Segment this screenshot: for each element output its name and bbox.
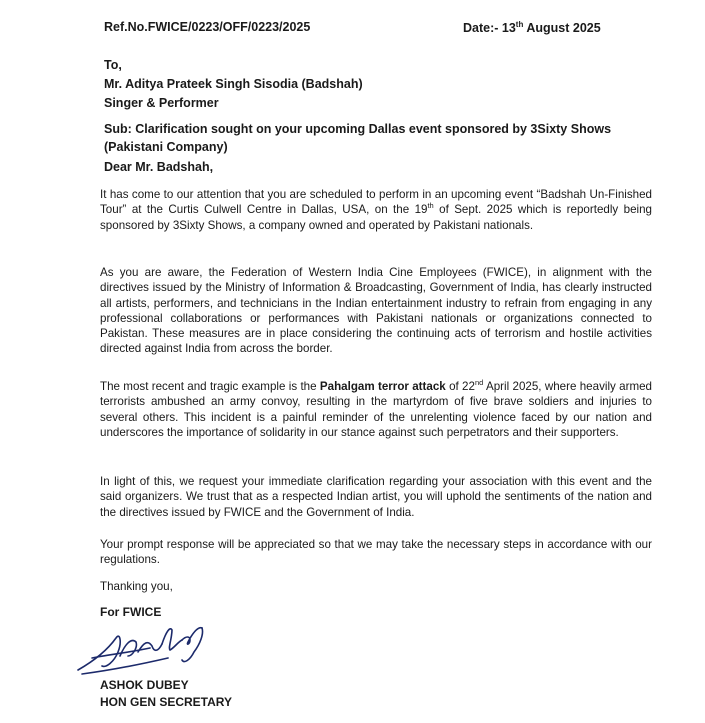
recipient-name: Mr. Aditya Prateek Singh Sisodia (Badshah) <box>104 77 363 91</box>
paragraph-4: In light of this, we request your immediate clarification regarding your association with this event and the said organizers. We trust that as a respected Indian artist, you will uphold the sentiments of the nation and the directives issued by FWICE and the Government of India. <box>100 475 652 519</box>
signatory-title: HON GEN SECRETARY <box>100 695 233 709</box>
recipient-role: Singer & Performer <box>104 96 219 110</box>
paragraph-1: It has come to our attention that you are scheduled to perform in an upcoming event “Badshah Un-Finished Tour” at the Curtis Culwell Centre in Dallas, USA, on the 19th of Sept. 2025 which is reportedly being sponsored by 3Sixty Shows, a company owned and operated by Pakistani nationals. <box>100 188 652 232</box>
paragraph-2: As you are aware, the Federation of Western India Cine Employees (FWICE), in alignment with the directives issued by the Ministry of Information & Broadcasting, Government of India, has clearly instructed all artists, performers, and technicians in the Indian entertainment industry to refrain from engaging in any professional collaborations or performances with Pakistani nationals or organizations connected to Pakistan. These measures are in place considering the continuing acts of terrorism and hostile activities directed against India from across the border. <box>100 266 652 356</box>
letter-date: Date:- 13th August 2025 <box>463 20 601 36</box>
signatory-name: ASHOK DUBEY <box>100 678 189 692</box>
paragraph-3: The most recent and tragic example is the Pahalgam terror attack of 22nd April 2025, where heavily armed terrorists ambushed an army convoy, resulting in the martyrdom of five brave soldiers and injuries to several others. This incident is a painful reminder of the unrelenting violence faced by our nation and underscores the importance of solidarity in our stance against such perpetrators and their supporters. <box>100 378 653 439</box>
recipient-address <box>104 56 363 113</box>
handwritten-signature <box>72 612 222 680</box>
paragraph-5: Your prompt response will be appreciated so that we may take the necessary steps in accordance with our regulations. <box>100 538 652 567</box>
salutation: Dear Mr. Badshah, <box>104 160 214 174</box>
to-line: To, <box>104 58 122 72</box>
for-organization: For FWICE <box>100 605 162 619</box>
reference-number: Ref.No.FWICE/0223/OFF/0223/2025 <box>104 20 311 34</box>
closing-thanks: Thanking you, <box>100 580 173 593</box>
signatory-block <box>100 677 232 711</box>
subject-line: Sub: Clarification sought on your upcoming Dallas event sponsored by 3Sixty Shows (Pakistani Company) <box>104 122 612 154</box>
